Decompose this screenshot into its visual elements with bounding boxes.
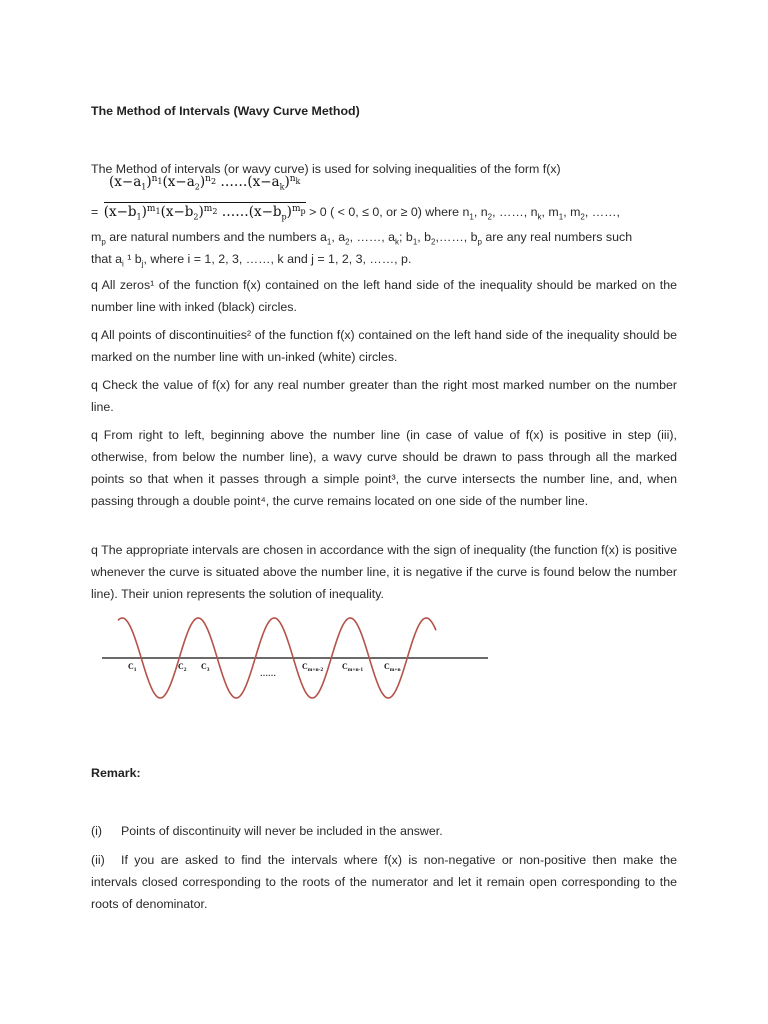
remark-heading: Remark: [91, 766, 141, 780]
figure-label: $C_{m+n-2}$ [302, 662, 324, 673]
intro-line-2: $m_p$ are natural numbers and the numbers $a_1$, $a_2$, ……, $a_k$; $b_1$, $b_2,\dots\dots$, $b_p$ are any real numbers such [91, 230, 633, 247]
figure-label: …… [260, 669, 276, 678]
remark-item-2 [91, 849, 677, 915]
text-run: , n [473, 205, 488, 219]
bullet-zeros: q All zeros¹ of the function f(x) contained on the left hand side of the inequality should be marked on the number line with inked (black) circles. [91, 278, 677, 314]
list-text: If you are asked to find the intervals where f(x) is non-negative or non-positive then make the intervals closed corresponding to the roots of the numerator and let it remain open corresponding to the roots of denominator. [91, 853, 677, 911]
text-run: , where i = 1, 2, 3, ……, k and j = 1, 2, 3, ……, p. [143, 252, 412, 266]
text-run: ¹ b [123, 252, 142, 266]
text-run: m [91, 230, 102, 244]
text-run: , ……, n [492, 205, 538, 219]
figure-label: $C_2$ [178, 662, 187, 673]
bullet-wavy-curve: q From right to left, beginning above the number line (in case of value of f(x) is positive in step (iii), otherwise, from below the number line), a wavy curve should be drawn to pass through all the marked points so that when it passes through a simple point³, the curve intersects the number line, and, when passing through a double point⁴, the curve remains located on one side of the number line. [91, 428, 677, 508]
text-run: , ……, a [349, 230, 396, 244]
text-run: , m [541, 205, 559, 219]
list-text: Points of discontinuity will never be included in the answer. [121, 824, 443, 838]
wavy-curve-figure [96, 612, 490, 716]
text-run: are any real numbers such [481, 230, 633, 244]
formula-condition: > 0 ( < 0, ≤ 0, or ≥ 0) where n [305, 205, 470, 219]
figure-label: $C_{m+n-1}$ [342, 662, 364, 673]
remark-item-1 [91, 820, 677, 842]
text-run: are natural numbers and the numbers a [105, 230, 327, 244]
figure-label: $C_{m+n}$ [384, 662, 401, 673]
text-run: , m [563, 205, 581, 219]
formula-line: = $(x-b_1)^{m_1}(x-b_2)^{m_2}$ $\dots\dots(x-b_p)^{m_p} > 0$ ( < 0, ≤ 0, or ≥ 0) where $n_1$, $n_2$, ……, $n_k$, $m_1$, $m_2$, ……, [91, 203, 620, 222]
text-run: , b [417, 230, 432, 244]
bullet-intervals: q The appropriate intervals are chosen in accordance with the sign of inequality (the function f(x) is positive whenever the curve is situated above the number line, it is negative if the curve is found below the number line). Their union represents the solution of inequality. [91, 543, 677, 601]
formula-denominator: $(x-b_1)^{m_1}(x-b_2)^{m_2}$ $\dots\dots(x-b_p)^{m_p}$ [103, 203, 306, 222]
list-tag: (i) [91, 824, 103, 838]
bullet-discontinuities: q All points of discontinuities² of the function f(x) contained on the left hand side of the inequality should be marked on the number line with un-inked (white) circles. [91, 328, 677, 364]
figure-labels [128, 662, 401, 678]
figure-label: $C_1$ [128, 662, 137, 673]
text-run: ,……, b [435, 230, 478, 244]
page-title: The Method of Intervals (Wavy Curve Method) [91, 104, 360, 118]
intro-lead: The Method of intervals (or wavy curve) is used for solving inequalities of the form f(x) [91, 162, 561, 176]
bullet-check-value: q Check the value of f(x) for any real number greater than the right most marked number on the number line. [91, 378, 677, 414]
text-run: , ……, [584, 205, 620, 219]
text-run: ; b [399, 230, 413, 244]
text-run: , a [331, 230, 346, 244]
formula-equals: = [91, 205, 99, 219]
text-run: that a [91, 252, 123, 266]
figure-label: $C_3$ [201, 662, 210, 673]
list-tag: (ii) [91, 853, 105, 867]
intro-line-3: that $a_i$ ¹ $b_j$, where i = 1, 2, 3, ……, k and j = 1, 2, 3, ……, p. [91, 252, 412, 269]
formula-numerator: $(x-a_1)^{n_1}(x-a_2)^{n_2}$ $\dots\dots(x-a_k)^{n_k}$ [109, 173, 301, 192]
